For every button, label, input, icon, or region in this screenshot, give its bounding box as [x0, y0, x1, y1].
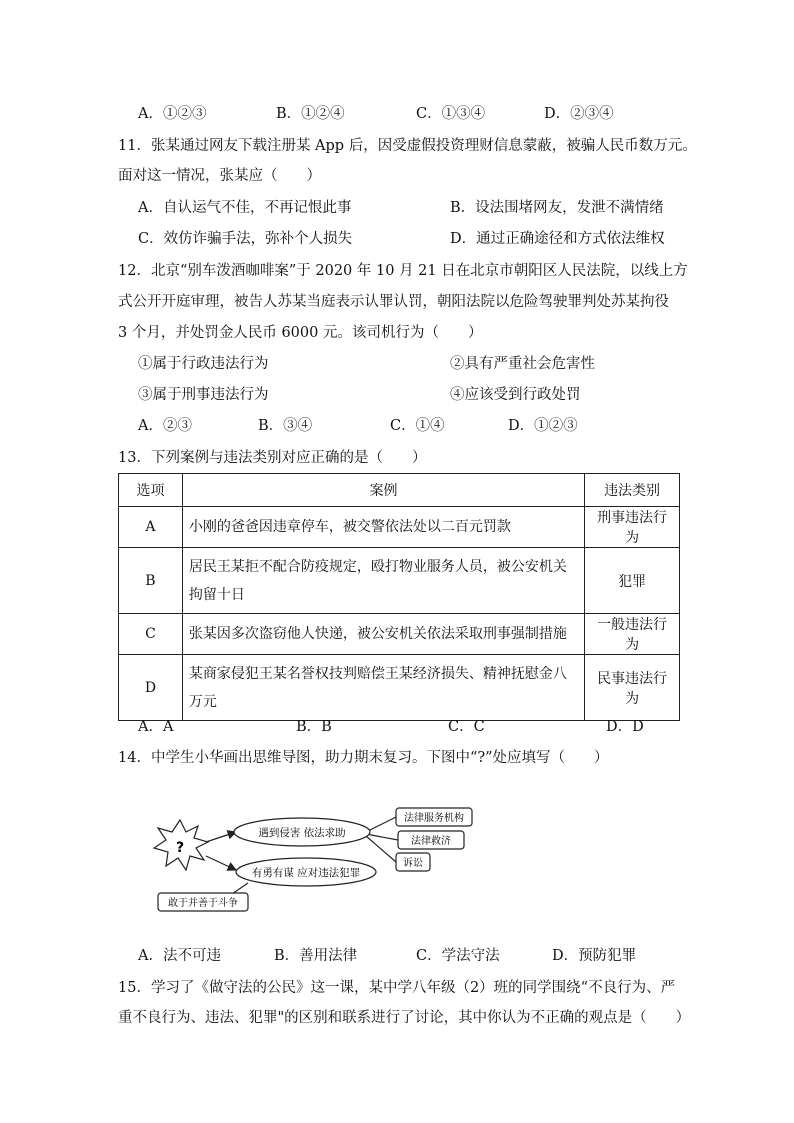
- q14-option-a: A．法不可违: [138, 948, 221, 964]
- q13-row-d-type: 民事违法行为: [585, 655, 680, 721]
- q12-statements-row2: [138, 383, 698, 405]
- q13-row-d-option: D: [119, 655, 183, 721]
- q12-option-c: C．①④: [390, 418, 445, 434]
- q10-option-b: B．①②④: [276, 106, 345, 122]
- mindmap-leaf4: 敢于并善于斗争: [168, 898, 238, 909]
- q13-row-a-option: A: [119, 507, 183, 548]
- q11-option-c: C．效仿诈骗手法，弥补个人损失: [138, 231, 353, 247]
- q13-options: [138, 715, 698, 737]
- q11-stem-line1: 11．张某通过网友下载注册某 App 后，因受虚假投资理财信息蒙蔽，被骗人民币数万元。: [118, 138, 697, 154]
- q12-statement-2: ②具有严重社会危害性: [450, 356, 595, 372]
- q12-option-d: D．①②③: [508, 418, 578, 434]
- q10-option-c: C．①③④: [416, 106, 486, 122]
- table-row: [119, 548, 680, 614]
- q13-row-b-case: [182, 548, 584, 614]
- q13-row-d-case-line1: 某商家侵犯王某名誉权技判赔偿王某经济损失、精神抚慰金八: [188, 665, 567, 682]
- mindmap-center: ?: [175, 840, 185, 856]
- q11-option-d: D．通过正确途径和方式依法维权: [450, 231, 665, 247]
- q12-stem-line2: 式公开开庭审理，被告人苏某当庭表示认罪认罚，朝阳法院以危险驾驶罪判处苏某拘役: [118, 294, 669, 310]
- q14-option-b: B．善用法律: [274, 948, 358, 964]
- mindmap-branch2: 有勇有谋 应对违法犯罪: [251, 867, 361, 879]
- mindmap-leaf1: 法律服务机构: [404, 813, 464, 824]
- q12-stem-line1: 12．北京“别车泼酒咖啡案”于 2020 年 10 月 21 日在北京市朝阳区人民法院，以线上方: [118, 263, 688, 279]
- q14-stem: 14．中学生小华画出思维导图，助力期末复习。下图中“?”处应填写（ ）: [118, 750, 609, 766]
- q13-header-type: 违法类别: [585, 474, 680, 507]
- q13-row-b-case-line2: 拘留十日: [188, 586, 245, 603]
- q14-option-c: C．学法守法: [416, 948, 500, 964]
- q12-statement-1: ①属于行政违法行为: [138, 356, 269, 372]
- q15-stem-line1: 15．学习了《做守法的公民》这一课，某中学八年级（2）班的同学围绕“不良行为、严: [118, 980, 676, 996]
- q15-stem-line2: 重不良行为、违法、犯罪"的区别和联系进行了讨论，其中你认为不正确的观点是（ ）: [118, 1010, 691, 1026]
- q13-row-a-case-line1: 小刚的爸爸因违章停车，被交警依法处以二百元罚款: [188, 519, 511, 535]
- q13-option-d: D．D: [606, 719, 644, 735]
- table-row: [119, 655, 680, 721]
- mindmap-leaf3: 诉讼: [403, 858, 423, 869]
- q10-option-d: D．②③④: [544, 106, 614, 122]
- q13-header-case: 案例: [182, 474, 584, 507]
- q13-row-d-case: [182, 655, 584, 721]
- q13-row-a-case: [182, 507, 584, 548]
- q11-option-a: A．自认运气不佳，不再记恨此事: [138, 200, 352, 216]
- q10-options: [138, 102, 698, 124]
- q13-header-option: 选项: [119, 474, 183, 507]
- q11-options-row1: [138, 196, 698, 218]
- q13-row-b-type: 犯罪: [585, 548, 680, 614]
- q11-option-b: B．设法围堵网友，发泄不满情绪: [450, 200, 664, 216]
- q13-row-b-option: B: [119, 548, 183, 614]
- q14-option-d: D．预防犯罪: [552, 948, 637, 964]
- q13-row-d-case-line2: 万元: [188, 693, 217, 710]
- q13-stem: 13．下列案例与违法类别对应正确的是（ ）: [118, 450, 427, 466]
- q13-row-b-case-line1: 居民王某拒不配合防疫规定，殴打物业服务人员，被公安机关: [188, 558, 567, 575]
- q11-stem-line2: 面对这一情况，张某应（ ）: [118, 168, 321, 184]
- q13-option-c: C．C: [448, 719, 485, 735]
- q13-table: [118, 473, 680, 721]
- q12-statements-row1: [138, 352, 698, 374]
- q13-option-b: B．B: [296, 719, 332, 735]
- q13-row-c-option: C: [119, 614, 183, 655]
- q13-row-a-type: 刑事违法行为: [585, 507, 680, 548]
- mindmap-branch1: 遇到侵害 依法求助: [258, 827, 346, 839]
- q13-row-c-case-line1: 张某因多次盗窃他人快递，被公安机关依法采取刑事强制措施: [188, 626, 567, 642]
- q12-options: [138, 414, 698, 436]
- q14-mindmap: [140, 790, 490, 920]
- table-row: [119, 507, 680, 548]
- q12-statement-4: ④应该受到行政处罚: [450, 387, 581, 403]
- q12-statement-3: ③属于刑事违法行为: [138, 387, 269, 403]
- q12-option-b: B．③④: [258, 418, 313, 434]
- q11-options-row2: [138, 227, 698, 249]
- q13-row-c-type: 一般违法行为: [585, 614, 680, 655]
- mindmap-leaf2: 法律救济: [411, 836, 451, 847]
- q12-stem-line3: 3 个月，并处罚金人民币 6000 元。该司机行为（ ）: [118, 325, 483, 341]
- q12-option-a: A．②③: [138, 418, 192, 434]
- q13-row-c-case: [182, 614, 584, 655]
- q13-option-a: A．A: [138, 719, 174, 735]
- q10-option-a: A．①②③: [138, 106, 207, 122]
- q13-header-row: [119, 474, 680, 507]
- q14-options: [138, 944, 698, 966]
- table-row: [119, 614, 680, 655]
